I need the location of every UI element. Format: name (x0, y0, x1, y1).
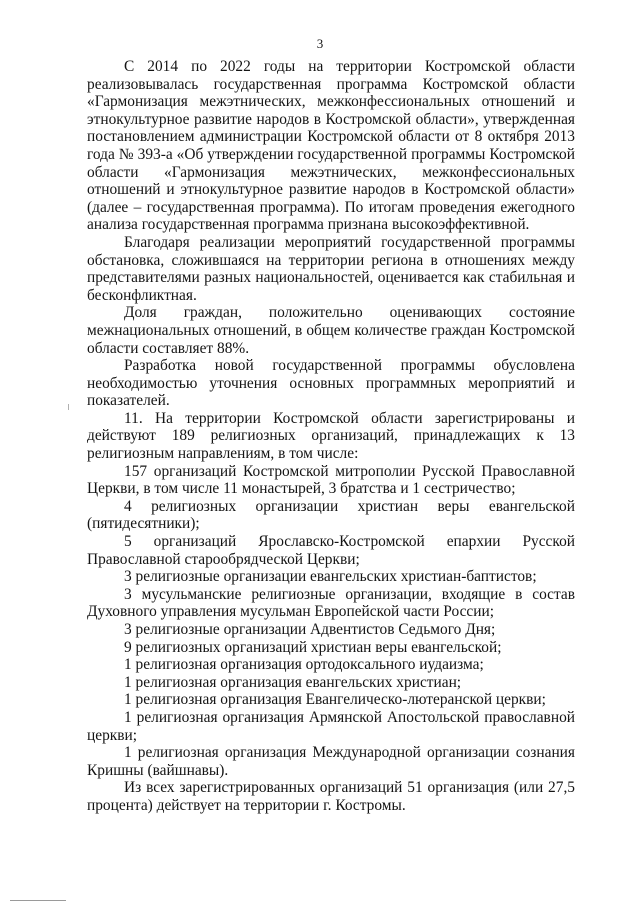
list-item-evangelical-faith: 9 религиозных организаций христиан веры евангельской; (124, 638, 502, 656)
list-item-old-believers: 5 организаций Ярославско-Костромской епархии Русской Православной старообрядческой Церкви; (87, 533, 575, 568)
list-item-baptists: 3 религиозные организации евангельских христиан-баптистов; (124, 568, 537, 586)
list-item-adventists: 3 религиозные организации Адвентистов Седьмого Дня; (124, 621, 496, 638)
scan-mark (68, 404, 69, 410)
document-body (87, 58, 575, 815)
list-item-krishna: 1 религиозная организация Международной организации сознания Кришны (вайшнавы). (87, 744, 575, 779)
page-number: 3 (316, 36, 324, 51)
list-item-evangelical-christians: 1 религиозная организация евангельских христиан; (124, 673, 462, 691)
list-item-muslims: 3 мусульманские религиозные организации, входящие в состав Духовного управления мусульман Европейской части России; (87, 585, 575, 621)
list-item-armenian: 1 религиозная организация Армянской Апостольской православной церкви; (87, 708, 575, 744)
paragraph-kostroma-city: Из всех зарегистрированных организаций 51 организация (или 27,5 процента) действует на территории г. Костромы. (87, 779, 575, 814)
list-item-judaism: 1 религиозная организация ортодоксального иудаизма; (124, 656, 484, 674)
paragraph-new-program: Разработка новой государственной программы обусловлена необходимостью уточнения основных программных мероприятий и показателей. (87, 357, 575, 410)
paragraph-stability: Благодаря реализации мероприятий государственной программы обстановка, сложившаяся на территории региона в отношениях между представителями разных национальностей, оценивается как стабильная и бесконфликтная. (87, 233, 575, 304)
list-item-pentecostals: 4 религиозных организации христиан веры евангельской (пятидесятники); (87, 497, 575, 533)
list-item-orthodox-metropolis: 157 организаций Костромской митрополии Русской Православной Церкви, в том числе 11 монастырей, 3 братства и 1 сестричество; (87, 462, 575, 498)
paragraph-program-history: С 2014 по 2022 годы на территории Костромской области реализовывалась государственная программа Костромской области «Гармонизация межэтнических, межконфессиональных отношений и этнокультурное развитие народов в Костромской области», утвержденная постановлением администрации Костромской области от 8 октября 2013 года № 393-а «Об утверждении государственной программы Костромской области «Гармонизация межэтнических, межконфессиональных отношений и этнокультурное развитие народов в Костромской области» (далее – государственная программа). По итогам проведения ежегодного анализа государственная программа признана высокоэффективной. (87, 58, 575, 234)
paragraph-citizen-share: Доля граждан, положительно оценивающих состояние межнациональных отношений, в общем количестве граждан Костромской области составляет 88%. (87, 304, 575, 357)
footer-line (10, 900, 66, 901)
list-item-lutheran: 1 религиозная организация Евангелическо-лютеранской церкви; (124, 691, 546, 709)
paragraph-religious-orgs: 11. На территории Костромской области зарегистрированы и действуют 189 религиозных организаций, принадлежащих к 13 религиозным направлениям, в том числе: (87, 409, 575, 463)
